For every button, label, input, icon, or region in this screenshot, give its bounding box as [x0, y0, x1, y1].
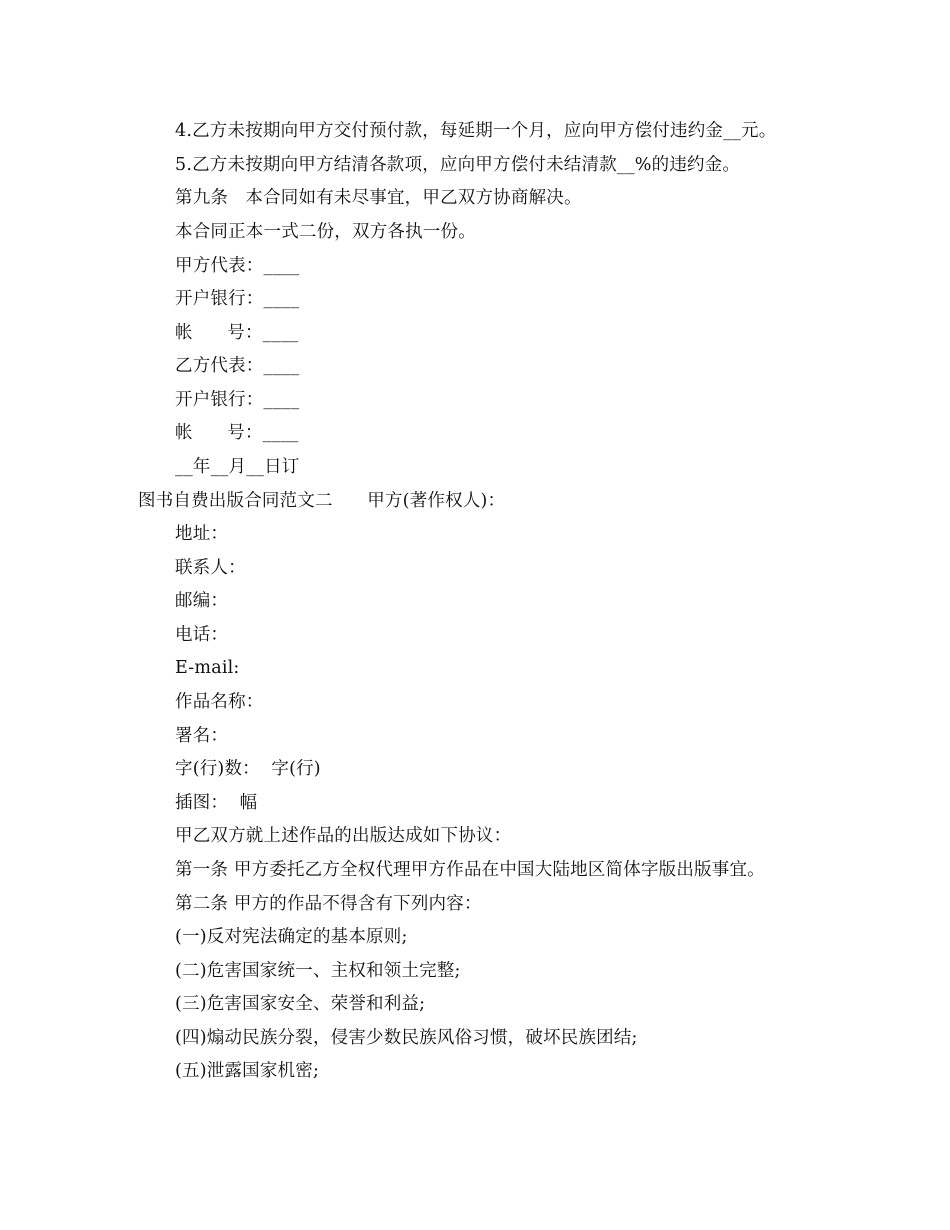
clause-5-late-settlement: 5.乙方未按期向甲方结清各款项，应向甲方偿付未结清款__%的违约金。	[175, 155, 741, 175]
party-b-account: 帐 号：____	[175, 423, 299, 443]
work-title-field: 作品名称：	[175, 692, 264, 712]
prohibited-item-5: (五)泄露国家机密;	[175, 1061, 320, 1081]
postcode-field: 邮编：	[175, 591, 229, 611]
address-field: 地址：	[175, 524, 229, 544]
copies-statement: 本合同正本一式二份，双方各执一份。	[175, 222, 476, 242]
article-1: 第一条 甲方委托乙方全权代理甲方作品在中国大陆地区简体字版出版事宜。	[175, 860, 765, 880]
word-count-field: 字(行)数： 字(行)	[175, 759, 321, 779]
party-a-account: 帐 号：____	[175, 323, 299, 343]
party-b-representative: 乙方代表：____	[175, 356, 300, 376]
signing-date: __年__月__日订	[175, 457, 300, 477]
illustrations-field: 插图： 幅	[175, 793, 258, 813]
contact-field: 联系人：	[175, 558, 246, 578]
prohibited-item-4: (四)煽动民族分裂，侵害少数民族风俗习惯，破坏民族团结;	[175, 1028, 638, 1048]
phone-field: 电话：	[175, 625, 229, 645]
clause-4-late-prepayment: 4.乙方未按期向甲方交付预付款，每延期一个月，应向甲方偿付违约金__元。	[175, 121, 777, 141]
byline-field: 署名：	[175, 726, 229, 746]
party-a-bank: 开户银行：____	[175, 289, 300, 309]
prohibited-item-1: (一)反对宪法确定的基本原则;	[175, 927, 408, 947]
article-9: 第九条 本合同如有未尽事宜，甲乙双方协商解决。	[175, 188, 582, 208]
prohibited-item-3: (三)危害国家安全、荣誉和利益;	[175, 994, 426, 1014]
prohibited-item-2: (二)危害国家统一、主权和领土完整;	[175, 961, 461, 981]
party-b-bank: 开户银行：____	[175, 390, 300, 410]
article-2: 第二条 甲方的作品不得含有下列内容：	[175, 894, 482, 914]
email-field: E-mail:	[175, 658, 240, 678]
agreement-intro: 甲乙双方就上述作品的出版达成如下协议：	[175, 826, 512, 846]
party-a-representative: 甲方代表：____	[175, 256, 300, 276]
contract-title-line: 图书自费出版合同范文二 甲方(著作权人)：	[138, 491, 506, 511]
